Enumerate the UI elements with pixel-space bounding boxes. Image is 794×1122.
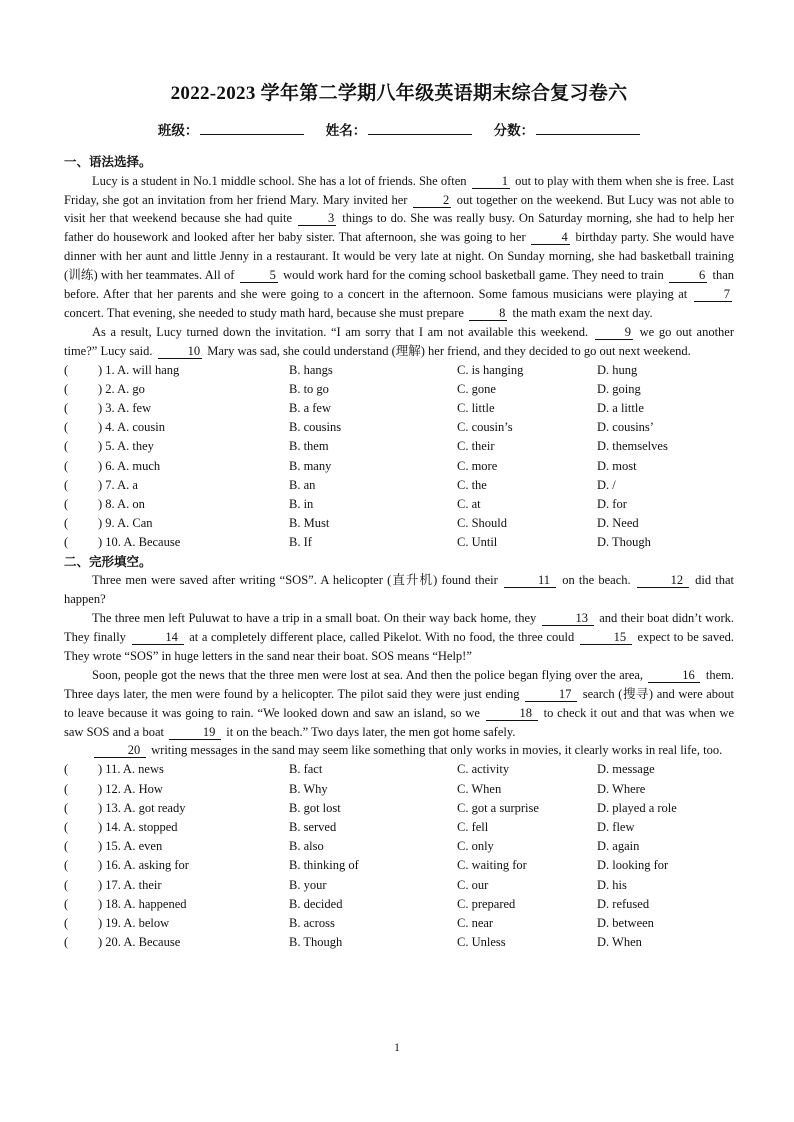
option-b: B. cousins [289,420,342,435]
option-a: ) 14. A. stopped [98,819,178,834]
answer-blank[interactable]: 11 [504,574,556,588]
option-b: B. an [289,477,316,492]
answer-blank[interactable]: 1 [472,175,510,189]
question-row [64,437,734,456]
question-row [64,799,734,818]
section-heading-cloze: 二、完形填空。 [64,554,152,569]
answer-paren[interactable]: ( [64,401,69,416]
name-label: 姓名： [325,123,367,138]
answer-blank[interactable]: 3 [298,212,336,226]
name-field[interactable] [326,119,473,139]
passage-text: Soon, people got the news that the three men were lost at sea. And then the police began flying over the area, [92,667,644,682]
option-a: ) 12. A. How [98,781,163,796]
option-a: ) 6. A. much [98,458,161,473]
passage-text: it on the beach.” Two days later, the men got home safely. [226,724,516,739]
option-c: C. their [457,439,495,454]
question-row [64,837,734,856]
passage-paragraph [64,571,734,609]
option-c: C. near [457,915,494,930]
question-list-cloze [64,760,734,952]
question-row [64,533,734,552]
option-d: D. refused [597,896,650,911]
option-c: C. Should [457,516,508,531]
option-b: B. Must [289,516,330,531]
answer-paren[interactable]: ( [64,915,69,930]
passage-paragraph [64,666,734,742]
answer-paren[interactable]: ( [64,420,69,435]
option-c: C. waiting for [457,858,527,873]
passage-text: than before. After that her parents and she were going to a concert in the afternoon. Some famous musicians were playing at [64,268,735,302]
question-row [64,876,734,895]
option-c: C. fell [457,819,489,834]
option-c: C. When [457,781,502,796]
answer-blank[interactable]: 18 [486,707,538,721]
passage-text: on the beach. [562,573,631,588]
option-a: ) 3. A. few [98,401,152,416]
option-a: ) 13. A. got ready [98,800,186,815]
answer-blank[interactable]: 12 [637,574,689,588]
class-blank[interactable] [200,122,304,135]
option-d: D. looking for [597,858,669,873]
option-b: B. also [289,839,324,854]
option-c: C. got a surprise [457,800,539,815]
question-row [64,856,734,875]
passage-text: search (搜寻) and were about to leave because it was going to rain. “We looked down and saw an island, so we [64,686,735,720]
option-c: C. at [457,497,481,512]
passage-text: we go out another time?” Lucy said. [64,324,735,358]
answer-blank[interactable]: 13 [542,612,594,626]
option-c: C. Unless [457,935,506,950]
answer-paren[interactable]: ( [64,535,69,550]
answer-blank[interactable]: 2 [413,194,451,208]
option-b: B. them [289,439,329,454]
student-info-row [64,119,734,139]
question-row [64,760,734,779]
option-c: C. prepared [457,896,516,911]
option-d: D. Though [597,535,651,550]
exam-page [64,78,734,952]
option-a: ) 19. A. below [98,915,170,930]
passage-paragraph [64,323,734,361]
passage-text: did that happen? [64,573,735,607]
question-row [64,457,734,476]
passage-text: birthday party. She would have dinner with her aunt and little Jenny in a restaurant. It would be very late at night. On Sunday morning, she had basketball training (训练) with her teammates. All of [64,230,735,283]
option-c: C. little [457,401,495,416]
answer-blank[interactable]: 20 [94,744,146,758]
option-a: ) 15. A. even [98,839,163,854]
question-row [64,361,734,380]
passage-text: Three men were saved after writing “SOS”. A helicopter (直升机) found their [92,573,498,588]
option-b: B. in [289,497,314,512]
answer-paren[interactable]: ( [64,800,69,815]
question-row [64,933,734,952]
option-a: ) 9. A. Can [98,516,153,531]
option-c: C. cousin’s [457,420,513,435]
option-d: D. again [597,839,640,854]
answer-paren[interactable]: ( [64,819,69,834]
option-c: C. more [457,458,498,473]
passage-text: and their boat didn’t work. They finally [64,611,734,644]
question-row [64,399,734,418]
option-d: D. Where [597,781,646,796]
answer-paren[interactable]: ( [64,439,69,454]
passage-paragraph [64,172,734,323]
page-title: 2022-2023 学年第二学期八年级英语期末综合复习卷六 [170,83,628,104]
option-d: D. / [597,477,616,492]
option-d: D. for [597,497,627,512]
answer-paren[interactable]: ( [64,762,69,777]
option-a: ) 11. A. news [98,762,164,777]
option-d: D. between [597,915,654,930]
question-row [64,818,734,837]
question-row [64,380,734,399]
question-row [64,780,734,799]
score-label: 分数： [493,123,535,138]
answer-paren[interactable]: ( [64,458,69,473]
answer-blank[interactable]: 5 [240,269,278,283]
answer-paren[interactable]: ( [64,477,69,492]
option-a: ) 1. A. will hang [98,362,180,377]
answer-paren[interactable]: ( [64,781,69,796]
section-heading-grammar: 一、语法选择。 [64,155,152,169]
option-b: B. decided [289,896,343,911]
passage-paragraph [64,741,734,760]
answer-paren[interactable]: ( [64,516,69,531]
passage-text: the math exam the next day. [512,305,653,320]
answer-blank[interactable]: 17 [525,688,577,702]
answer-blank[interactable]: 8 [469,307,507,321]
option-d: D. going [597,381,641,396]
answer-paren[interactable]: ( [64,935,69,950]
option-a: ) 5. A. they [98,439,154,454]
passage-text: As a result, Lucy turned down the invitation. “I am sorry that I am not available this weekend. [92,324,589,339]
answer-paren[interactable]: ( [64,858,69,873]
passage-paragraph [64,609,734,666]
answer-blank[interactable]: 9 [595,326,633,340]
answer-blank[interactable]: 14 [132,631,184,645]
option-b: B. hangs [289,362,333,377]
option-b: B. fact [289,762,323,777]
option-d: D. most [597,458,637,473]
option-b: B. across [289,915,335,930]
option-a: ) 7. A. a [98,477,138,492]
passage-text: out together on the weekend. But Lucy was not able to visit her that weekend because she had quite [64,192,735,226]
passage-text: would work hard for the coming school basketball game. They need to train [283,268,664,283]
class-field[interactable] [158,119,305,139]
option-a: ) 20. A. Because [98,935,181,950]
option-a: ) 16. A. asking for [98,858,189,873]
option-c: C. activity [457,762,510,777]
answer-blank[interactable]: 4 [531,231,569,245]
option-a: ) 2. A. go [98,381,145,396]
option-c: C. gone [457,381,496,396]
answer-blank[interactable]: 15 [580,631,632,645]
option-d: D. When [597,935,642,950]
passage-text: writing messages in the sand may seem like something that only works in movies, it clearly works in real life, too. [151,743,723,758]
answer-paren[interactable]: ( [64,381,69,396]
option-d: D. Need [597,516,639,531]
answer-blank[interactable]: 10 [158,345,203,359]
answer-blank[interactable]: 16 [648,669,700,683]
name-blank[interactable] [368,122,472,135]
passage-text: expect to be saved. They wrote “SOS” in huge letters in the sand near their boat. SOS means “Help!” [64,630,735,663]
option-b: B. a few [289,401,331,416]
passage-text: to check it out and that was when we saw SOS and a boat [64,705,735,739]
answer-blank[interactable]: 19 [169,726,221,740]
option-a: ) 4. A. cousin [98,420,166,435]
option-b: B. to go [289,381,329,396]
option-d: D. themselves [597,439,668,454]
passage-text: Mary was sad, she could understand (理解) her friend, and they decided to go out next weekend. [207,343,691,358]
passage-text: out to play with them when she is free. Last Friday, she got an invitation from her friend Mary. Mary invited her [64,173,735,207]
answer-paren[interactable]: ( [64,497,69,512]
option-c: C. is hanging [457,362,524,377]
option-d: D. message [597,762,655,777]
option-c: C. our [457,877,489,892]
option-d: D. flew [597,819,635,834]
class-label: 班级： [157,123,199,138]
option-b: B. Though [289,935,343,950]
question-row [64,914,734,933]
option-d: D. cousins’ [597,420,654,435]
question-row [64,476,734,495]
passage-text: The three men left Puluwat to have a trip in a small boat. On their way back home, they [92,611,537,626]
option-a: ) 17. A. their [98,877,162,892]
answer-blank[interactable]: 6 [669,269,707,283]
question-row [64,514,734,533]
answer-paren[interactable]: ( [64,362,69,377]
question-row [64,418,734,437]
option-a: ) 18. A. happened [98,896,187,911]
option-a: ) 8. A. on [98,497,145,512]
option-b: B. your [289,877,327,892]
option-d: D. hung [597,362,638,377]
option-c: C. Until [457,535,498,550]
passage-text: things to do. She was really busy. On Saturday morning, she had to help her father do housework and looked after her baby sister. That afternoon, she was going to her [64,211,735,245]
question-row [64,895,734,914]
option-b: B. got lost [289,800,341,815]
page-number: 1 [394,1042,400,1054]
option-b: B. Why [289,781,328,796]
score-field[interactable] [494,119,641,139]
option-b: B. served [289,819,337,834]
passage-text: Lucy is a student in No.1 middle school. She has a lot of friends. She often [92,173,467,188]
option-b: B. thinking of [289,858,359,873]
answer-blank[interactable]: 7 [694,288,732,302]
passage-text: concert. That evening, she needed to study math hard, because she must prepare [64,305,464,320]
option-d: D. a little [597,401,644,416]
option-c: C. the [457,477,487,492]
option-d: D. played a role [597,800,677,815]
passage-text: them. Three days later, the men were found by a helicopter. The pilot said they were just ending [64,667,735,701]
option-c: C. only [457,839,494,854]
passage-text: at a completely different place, called Pikelot. With no food, the three could [189,630,575,644]
option-b: B. many [289,458,332,473]
question-list-grammar [64,361,734,553]
question-row [64,495,734,514]
option-b: B. If [289,535,312,550]
score-blank[interactable] [536,122,640,135]
answer-paren[interactable]: ( [64,896,69,911]
option-a: ) 10. A. Because [98,535,181,550]
answer-paren[interactable]: ( [64,877,69,892]
option-d: D. his [597,877,627,892]
answer-paren[interactable]: ( [64,839,69,854]
